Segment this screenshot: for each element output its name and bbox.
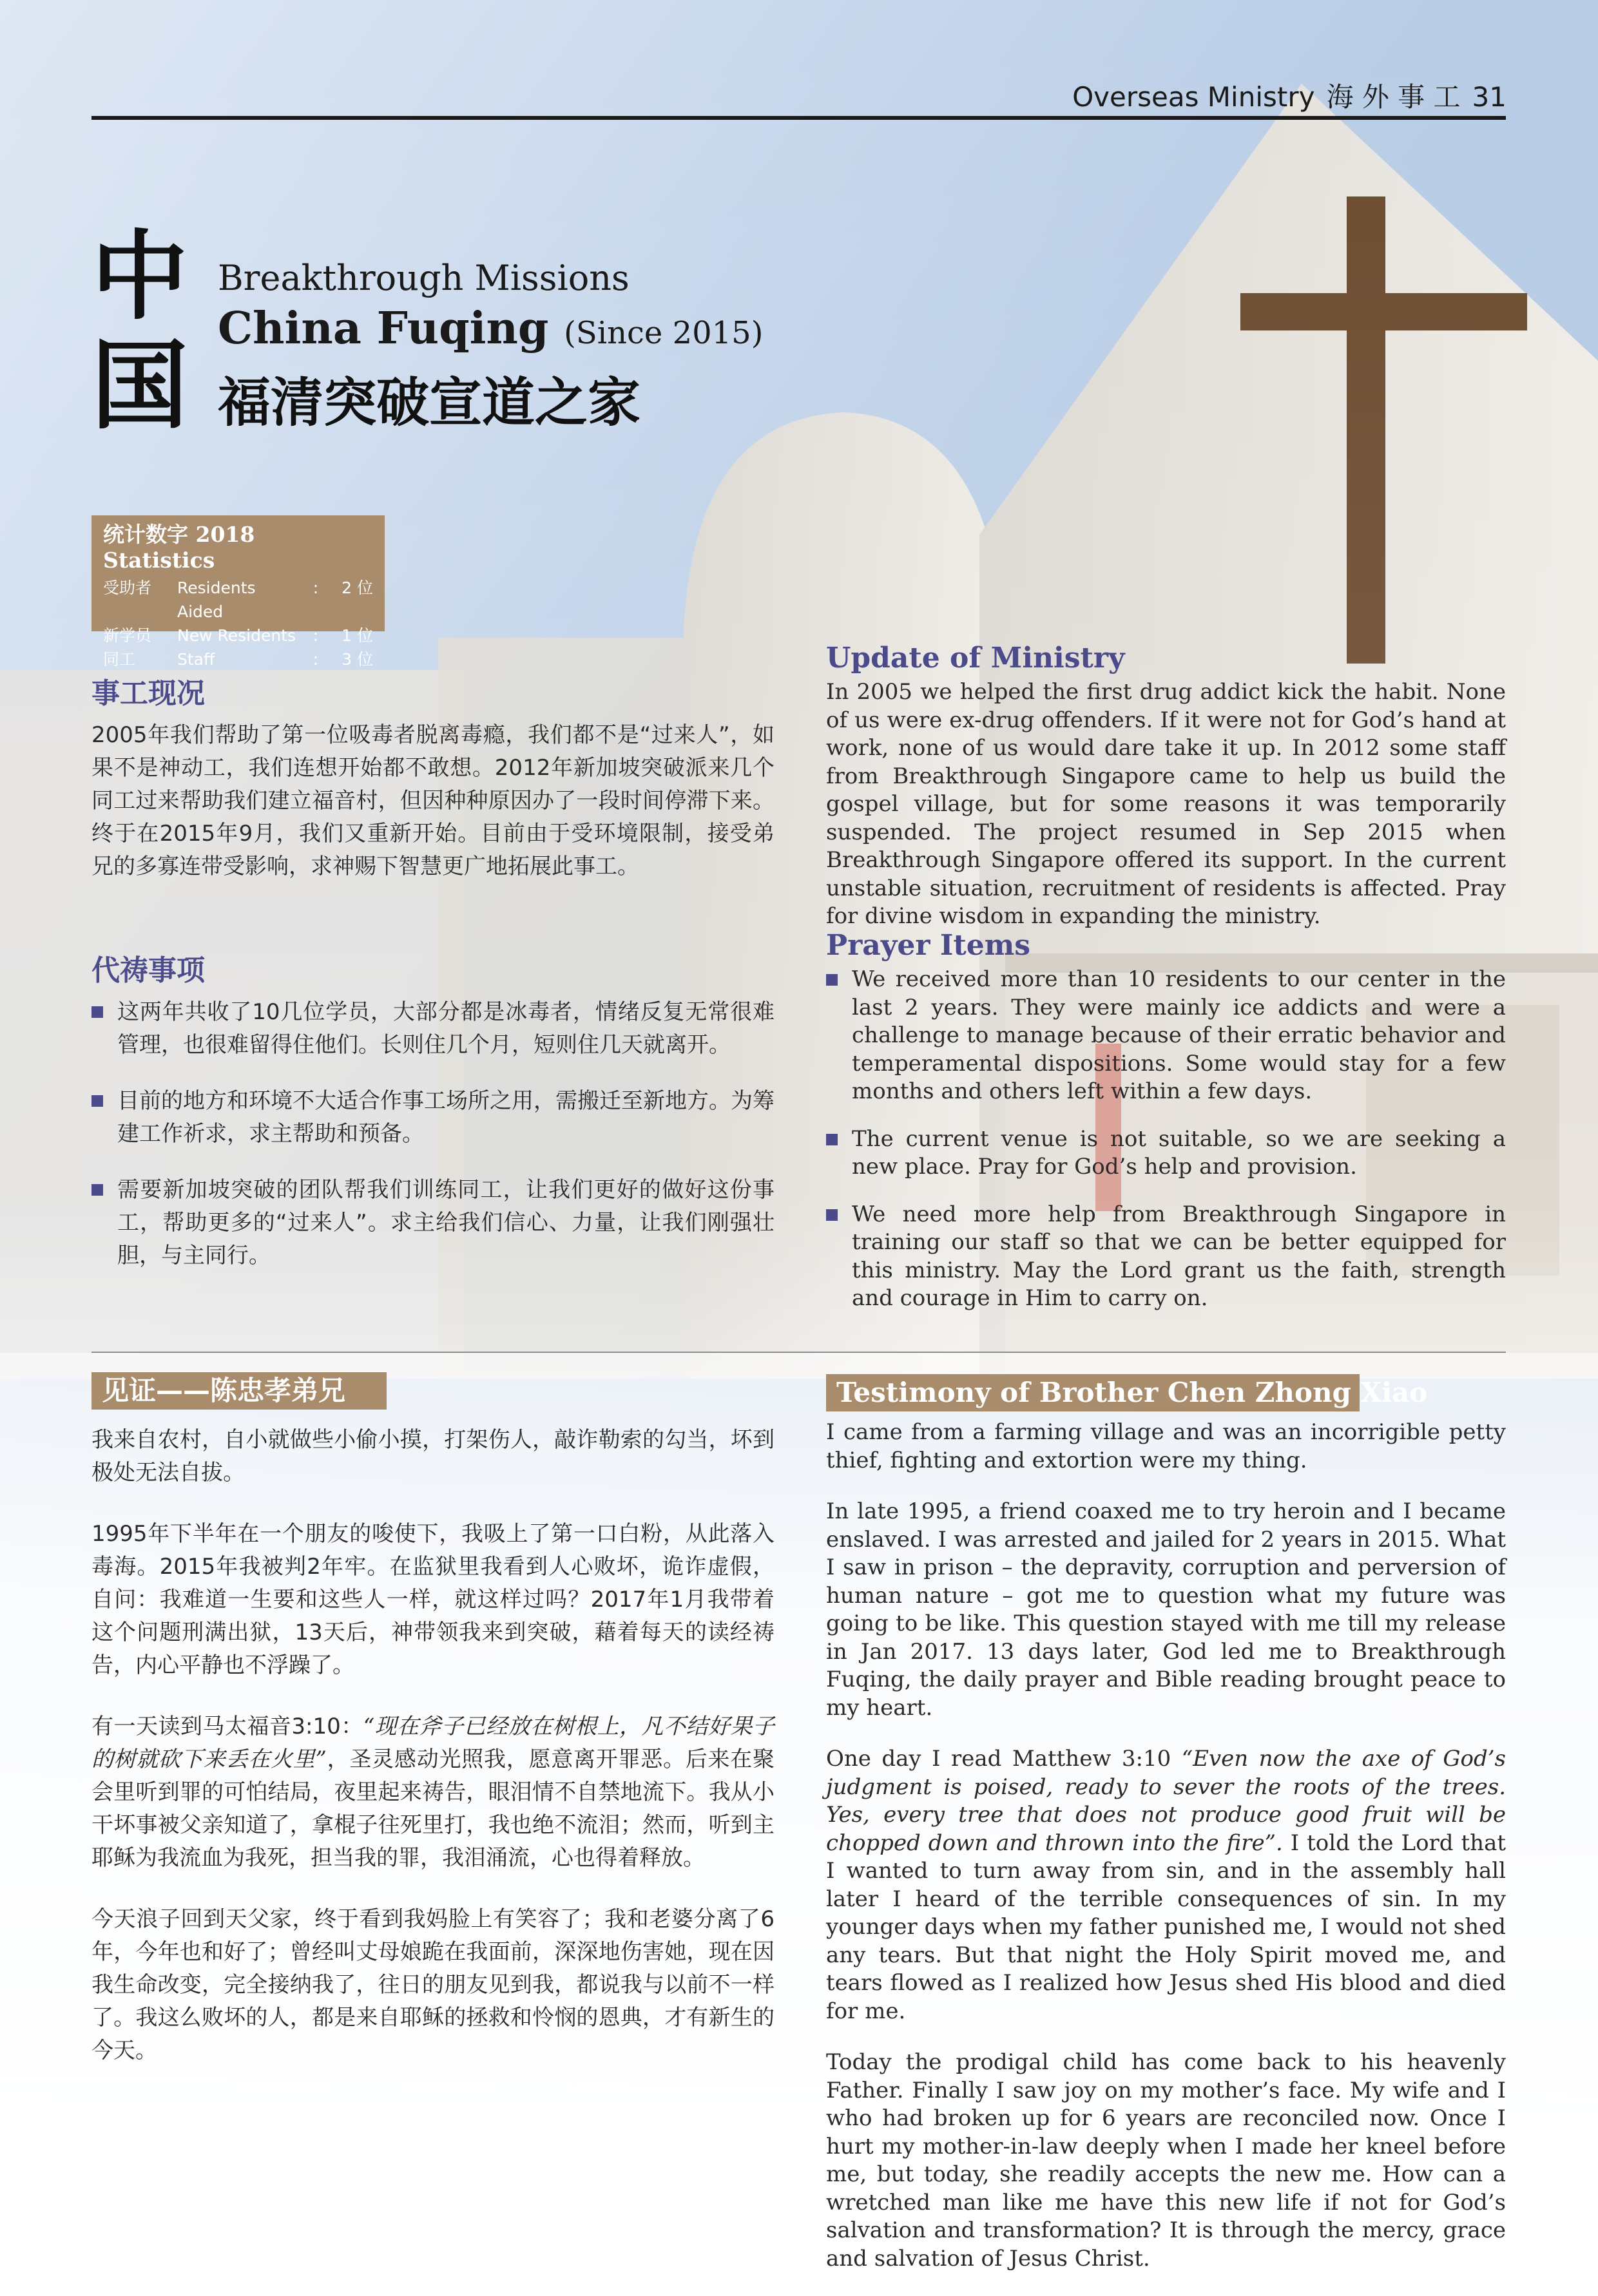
title-cn-subtitle: 福清突破宣道之家 (218, 372, 641, 434)
update-cn-body: 2005年我们帮助了第一位吸毒者脱离毒瘾，我们都不是“过来人”，如果不是神动工，我们连想开始都不敢想。2012年新加坡突破派来几个同工过来帮助我们建立福音村，但因种种原因办了一段时间停滞下来。终于在2015年9月，我们又重新开始。目前由于受环境限制，接受弟兄的多寡连带受影响，求神赐下智慧更广地拓展此事工。 (91, 722, 775, 879)
prayer-en-heading: Prayer Items (826, 929, 1031, 962)
prayer-en-list (826, 966, 1506, 1313)
testimony-cn-paragraph: 1995年下半年在一个朋友的唆使下，我吸上了第一口白粉，从此落入毒海。2015年我被判2年牢。在监狱里我看到人心败坏，诡诈虚假，自问：我难道一生要和这些人一样，就这样过吗？2017年1月我带着这个问题刑满出狱，13天后，神带领我来到突破，藉着每天的读经祷告，内心平静也不浮躁了。 (91, 1521, 775, 1678)
bullet-square-icon (826, 974, 838, 986)
stat-colon: : (313, 650, 319, 669)
bullet-square-icon (91, 1095, 103, 1107)
stat-colon: : (313, 579, 319, 597)
stat-colon: : (313, 626, 319, 645)
scripture-quote: “现在斧子已经放在树根上，凡不结好果子的树就砍下来丢在火里” (91, 1714, 775, 1772)
prayer-cn-heading: 代祷事项 (91, 954, 205, 987)
text-run: I told the Lord that I wanted to turn away from sin, and in the assembly hall later I heard of the terrible consequences of sin. In my younger days when my father punished me, I would not shed any tears. But that night the Holy Spirit moved me, and tears flowed as I realized how Jesus shed His blood and died for me. (826, 1830, 1507, 2024)
testimony-en-paragraph: I came from a farming village and was an incorrigible petty thief, fighting and extortion were my thing. (826, 1419, 1506, 1473)
testimony-en-paragraph: In late 1995, a friend coaxed me to try heroin and I became enslaved. I was arrested and jailed for 2 years in 2015. What I saw in prison – the depravity, corruption and perversion of human nature – got me to question what my future was going to be like. This question stayed with me till my release in Jan 2017. 13 days later, God led me to Breakthrough Fuqing, the daily prayer and Bible reading brought peace to my heart. (826, 1498, 1506, 1721)
prayer-en-item-text: We need more help from Breakthrough Singapore in training our staff so that we can be better equipped for this ministry. May the Lord grant us the faith, strength and courage in Him to carry on. (852, 1201, 1506, 1311)
scripture-quote: “Even now the axe of God’s judgment is poised, ready to sever the roots of the trees. Yes, every tree that does not produce good fruit will be chopped down and thrown into the fire”. (826, 1746, 1507, 1856)
prayer-cn-section (91, 947, 775, 1272)
prayer-en-section (826, 929, 1506, 1313)
prayer-en-item-text: We received more than 10 residents to our center in the last 2 years. They were mainly ice addicts and were a challenge to manage because of their erratic behavior and temperamental dispositions. Some would stay for a few months and others left within a few days. (852, 966, 1506, 1104)
list-item (91, 996, 775, 1062)
text-run: ，圣灵感动光照我，愿意离开罪恶。后来在聚会里听到罪的可怕结局，夜里起来祷告，眼泪情不自禁地流下。我从小干坏事被父亲知道了，拿棍子往死里打，我也绝不流泪；然而，听到主耶稣为我流血为我死，担当我的罪，我泪涌流，心也得着释放。 (91, 1746, 775, 1871)
running-header (1061, 76, 1507, 115)
title-line-1: Breakthrough Missions (218, 258, 630, 298)
list-item (826, 1201, 1506, 1313)
update-cn-heading: 事工现况 (91, 677, 205, 710)
bullet-square-icon (826, 1209, 838, 1221)
stat-value: 2 位 (342, 579, 373, 597)
update-en-section (826, 642, 1506, 931)
text-run: One day I read Matthew 3:10 (826, 1746, 1182, 1772)
stat-value: 1 位 (342, 626, 373, 645)
testimony-cn-heading: 见证——陈忠孝弟兄 (91, 1372, 387, 1410)
page-number: 31 (1472, 81, 1507, 113)
testimony-en-paragraph: Today the prodigal child has come back to his heavenly Father. Finally I saw joy on my mother’s face. My wife and I who had broken up for 6 years are reconciled now. Once I hurt my mother-in-law deeply when I made her kneel before me, but today, she readily accepts the new me. How can a wretched man like me have this new life if not for God’s salvation and transformation? It is through the mercy, grace and salvation of Jesus Christ. (826, 2049, 1506, 2272)
list-item (826, 966, 1506, 1106)
statistics-box (91, 515, 385, 669)
stat-value: 3 位 (342, 650, 373, 669)
title-since: (Since 2015) (564, 315, 764, 351)
country-title-cn (91, 222, 195, 441)
testimony-cn-body (91, 1424, 775, 2096)
country-char-2: 国 (91, 330, 189, 443)
title-place: China Fuqing (218, 303, 549, 354)
testimony-cn-paragraph: 我来自农村，自小就做些小偷小摸，打架伤人，敲诈勒索的勾当，坏到极处无法自拔。 (91, 1427, 775, 1486)
stat-label-en: Residents Aided (177, 579, 256, 621)
list-item (91, 1085, 775, 1151)
stat-label-en: Staff (177, 650, 215, 669)
prayer-cn-list (91, 996, 775, 1272)
stat-label-cn: 新学员 (103, 626, 152, 645)
section-divider (91, 1352, 1506, 1353)
update-en-body: In 2005 we helped the first drug addict kick the habit. None of us were ex-drug offenders. If it were not for God’s hand at work, none of us would dare take it up. In 2012 some staff from Breakthrough Singapore came to help us build the gospel village, but for some reasons it was temporarily suspended. The project resumed in Sep 2015 when Breakthrough Singapore offered its support. In the current unstable situation, recruitment of residents is affected. Pray for divine wisdom in expanding the ministry. (826, 679, 1506, 929)
prayer-en-item-text: The current venue is not suitable, so we are seeking a new place. Pray for God’s help and provision. (852, 1125, 1506, 1180)
bullet-square-icon (826, 1134, 838, 1145)
update-en-heading: Update of Ministry (826, 642, 1125, 674)
testimony-cn-paragraph: 今天浪子回到天父家，终于看到我妈脸上有笑容了；我和老婆分离了6年，今年也和好了；曾经叫丈母娘跪在我面前，深深地伤害她，现在因我生命改变，完全接纳我了，往日的朋友见到我，都说我与以前不一样了。我这么败坏的人，都是来自耶稣的拯救和怜悯的恩典，才有新生的今天。 (91, 1906, 775, 2063)
prayer-cn-item-text: 需要新加坡突破的团队帮我们训练同工，让我们更好的做好这份事工，帮助更多的“过来人”。求主给我们信心、力量，让我们刚强壮胆，与主同行。 (117, 1177, 775, 1268)
update-cn-section (91, 670, 775, 883)
bullet-square-icon (91, 1184, 103, 1196)
country-char-1: 中 (91, 221, 189, 333)
bullet-square-icon (91, 1006, 103, 1018)
section-title-en: Overseas Ministry (1072, 81, 1315, 113)
testimony-en-body (826, 1419, 1506, 2296)
testimony-en-paragraph (826, 1745, 1506, 2025)
list-item (826, 1125, 1506, 1181)
stat-label-cn: 同工 (103, 650, 136, 669)
section-title-cn: 海 外 事 工 (1326, 81, 1461, 113)
prayer-cn-item-text: 目前的地方和环境不大适合作事工场所之用，需搬迁至新地方。为筹建工作祈求，求主帮助和预备。 (117, 1088, 775, 1147)
stat-row (103, 576, 373, 624)
prayer-cn-item-text: 这两年共收了10几位学员，大部分都是冰毒者，情绪反复无常很难管理，也很难留得住他们。长则住几个月，短则住几天就离开。 (117, 999, 775, 1058)
header-rule (91, 116, 1506, 120)
testimony-cn-paragraph (91, 1710, 775, 1875)
stat-label-en: New Residents (177, 626, 296, 645)
statistics-title: 统计数字 2018 Statistics (103, 522, 255, 573)
stat-label-cn: 受助者 (103, 579, 152, 597)
text-run: 有一天读到马太福音3:10： (91, 1714, 363, 1739)
testimony-en-heading: Testimony of Brother Chen Zhong Xiao (826, 1374, 1360, 1411)
stat-row (103, 624, 373, 647)
list-item (91, 1174, 775, 1272)
title-line-2 (218, 303, 763, 354)
stat-row (103, 647, 373, 671)
